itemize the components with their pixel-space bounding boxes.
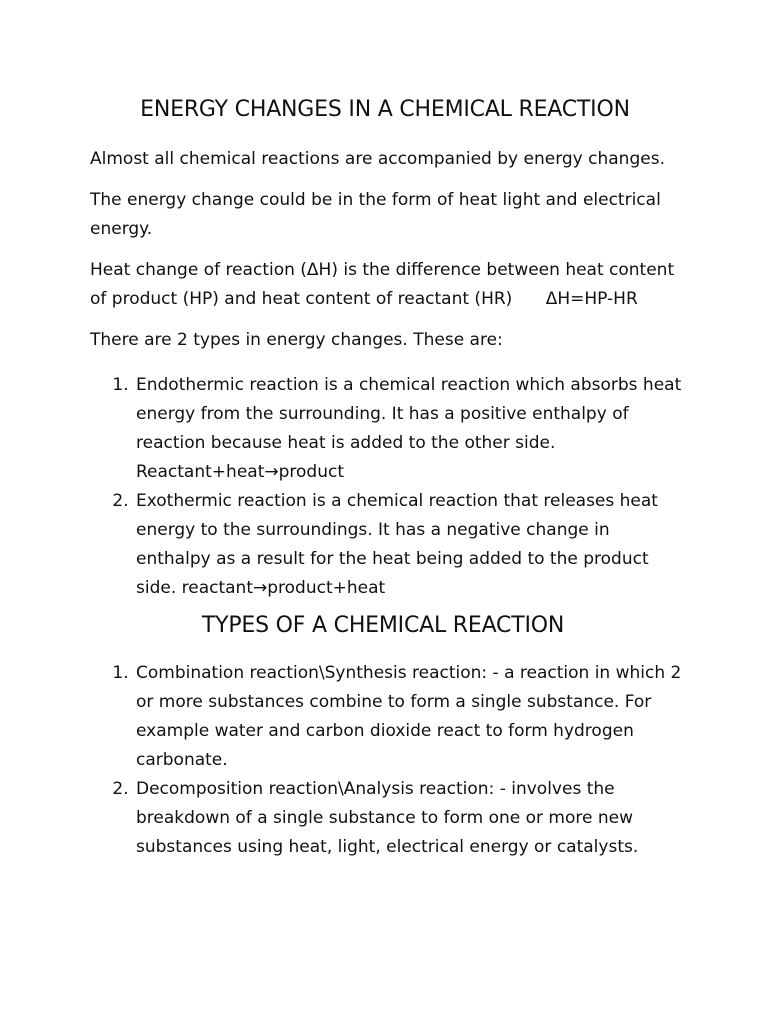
reaction-types-list bbox=[90, 659, 688, 862]
list-item-combination: 1. Combination reaction\Synthesis reaction: - a reaction in which 2 or more substances combine to form a single substance. For example water and carbon dioxide react to form hydrogen carbonate. bbox=[134, 659, 688, 775]
paragraph-energy-forms: The energy change could be in the form of heat light and electrical energy. bbox=[90, 190, 661, 239]
enthalpy-formula: ΔH=HP-HR bbox=[545, 289, 638, 309]
section-title-energy-changes: ENERGY CHANGES IN A CHEMICAL REACTION bbox=[140, 97, 630, 122]
list-item-exothermic: 2. Exothermic reaction is a chemical reaction that releases heat energy to the surroundings. It has a negative change in enthalpy as a result for the heat being added to the product side. reactant→product+heat bbox=[134, 487, 688, 603]
section-title-reaction-types: TYPES OF A CHEMICAL REACTION bbox=[201, 613, 565, 638]
paragraph-intro: Almost all chemical reactions are accompanied by energy changes. bbox=[90, 149, 665, 169]
energy-change-types-list bbox=[90, 371, 688, 603]
list-item-endothermic: 1. Endothermic reaction is a chemical reaction which absorbs heat energy from the surrounding. It has a positive enthalpy of reaction because heat is added to the other side. Reactant+heat→product bbox=[134, 371, 688, 487]
list-item-decomposition: 2. Decomposition reaction\Analysis reaction: - involves the breakdown of a single substance to form one or more new substances using heat, light, electrical energy or catalysts. bbox=[134, 775, 688, 862]
heat-change-definition: Heat change of reaction (ΔH) is the difference between heat content of product (HP) and heat content of reactant (HR) bbox=[90, 260, 675, 309]
paragraph-types-intro: There are 2 types in energy changes. These are: bbox=[90, 330, 503, 350]
paragraph-heat-change bbox=[90, 256, 688, 314]
